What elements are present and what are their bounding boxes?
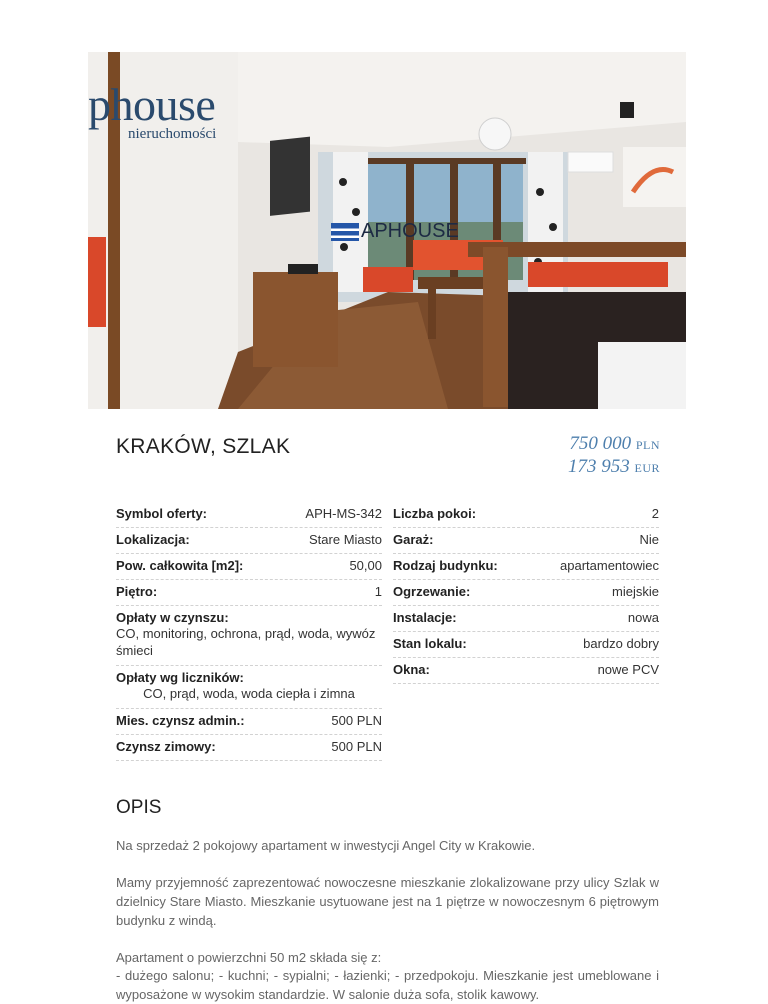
detail-label: Okna: xyxy=(393,662,430,677)
detail-row-symbol xyxy=(116,502,382,528)
detail-value: nowe PCV xyxy=(597,662,659,677)
flag-icon xyxy=(331,223,359,241)
detail-row-garaz xyxy=(393,528,659,554)
detail-value: 2 xyxy=(651,506,659,521)
price-pln xyxy=(568,433,660,456)
detail-row-instalacje xyxy=(393,606,659,632)
detail-value: 500 PLN xyxy=(331,713,382,728)
detail-label: Opłaty wg liczników: xyxy=(116,670,244,685)
detail-label: Lokalizacja: xyxy=(116,532,190,547)
detail-value: nowa xyxy=(627,610,659,625)
detail-row-ogrzewanie xyxy=(393,580,659,606)
detail-row-oplaty-liczniki xyxy=(116,666,382,709)
detail-label: Instalacje: xyxy=(393,610,457,625)
watermark-text: APHOUSE xyxy=(361,220,459,242)
listing-title: KRAKÓW, SZLAK xyxy=(116,435,291,458)
detail-value: 1 xyxy=(374,584,382,599)
detail-value: APH-MS-342 xyxy=(305,506,382,521)
description-heading: OPIS xyxy=(116,797,162,818)
detail-label: Piętro: xyxy=(116,584,158,599)
detail-value: bardzo dobry xyxy=(583,636,659,651)
detail-value: Stare Miasto xyxy=(309,532,382,547)
detail-label: Stan lokalu: xyxy=(393,636,467,651)
detail-row-czynsz-admin xyxy=(116,709,382,735)
detail-label: Czynsz zimowy: xyxy=(116,739,216,754)
detail-label: Opłaty w czynszu: xyxy=(116,610,229,625)
detail-row-stan xyxy=(393,632,659,658)
detail-label: Pow. całkowita [m2]: xyxy=(116,558,244,573)
details-right-column xyxy=(393,502,659,684)
detail-label: Garaż: xyxy=(393,532,434,547)
detail-value: CO, monitoring, ochrona, prąd, woda, wywóz śmieci xyxy=(116,626,376,658)
detail-row-pokoje xyxy=(393,502,659,528)
detail-row-budynek xyxy=(393,554,659,580)
detail-value: CO, prąd, woda, woda ciepła i zimna xyxy=(143,686,355,701)
price-block xyxy=(568,433,660,479)
description-paragraph: Apartament o powierzchni 50 m2 składa się z: xyxy=(116,950,382,965)
details-left-column xyxy=(116,502,382,761)
detail-label: Mies. czynsz admin.: xyxy=(116,713,245,728)
detail-row-pietro xyxy=(116,580,382,606)
logo-tagline: nieruchomości xyxy=(128,126,217,142)
description-paragraph: Mamy przyjemność zaprezentować nowoczesne mieszkanie zlokalizowane przy ulicy Szlak w dzielnicy Stare Miasto. Mieszkanie usytuowane jest na 1 piętrze w nowoczesnym 6 piętrowym budynku z windą. xyxy=(116,875,659,928)
photo-watermark xyxy=(331,220,459,243)
detail-value: 500 PLN xyxy=(331,739,382,754)
detail-label: Ogrzewanie: xyxy=(393,584,471,599)
price-eur xyxy=(568,456,660,479)
detail-row-oplaty-czynsz xyxy=(116,606,382,666)
detail-label: Rodzaj budynku: xyxy=(393,558,498,573)
price-pln-value: 750 000 xyxy=(569,433,632,454)
detail-value: miejskie xyxy=(612,584,659,599)
price-pln-currency: PLN xyxy=(635,438,660,452)
detail-value: 50,00 xyxy=(349,558,382,573)
description-paragraph: - dużego salonu; - kuchni; - sypialni; - łazienki; - przedpokoju. Mieszkanie jest umeblowane i wyposażone w wysokim standardzie. W salonie duża sofa, stolik kawowy. xyxy=(116,968,659,1002)
description-paragraph: Na sprzedaż 2 pokojowy apartament w inwestycji Angel City w Krakowie. xyxy=(116,838,536,853)
logo-wordmark: phouse xyxy=(88,79,216,130)
price-eur-currency: EUR xyxy=(634,461,660,475)
detail-value: Nie xyxy=(639,532,659,547)
detail-label: Symbol oferty: xyxy=(116,506,208,521)
price-eur-value: 173 953 xyxy=(568,456,630,477)
detail-row-czynsz-zimowy xyxy=(116,735,382,761)
agency-logo xyxy=(88,79,217,143)
detail-label: Liczba pokoi: xyxy=(393,506,477,521)
listing-photo xyxy=(88,52,686,409)
detail-row-lokalizacja xyxy=(116,528,382,554)
detail-row-okna xyxy=(393,658,659,684)
detail-value: apartamentowiec xyxy=(560,558,659,573)
detail-row-powierzchnia xyxy=(116,554,382,580)
